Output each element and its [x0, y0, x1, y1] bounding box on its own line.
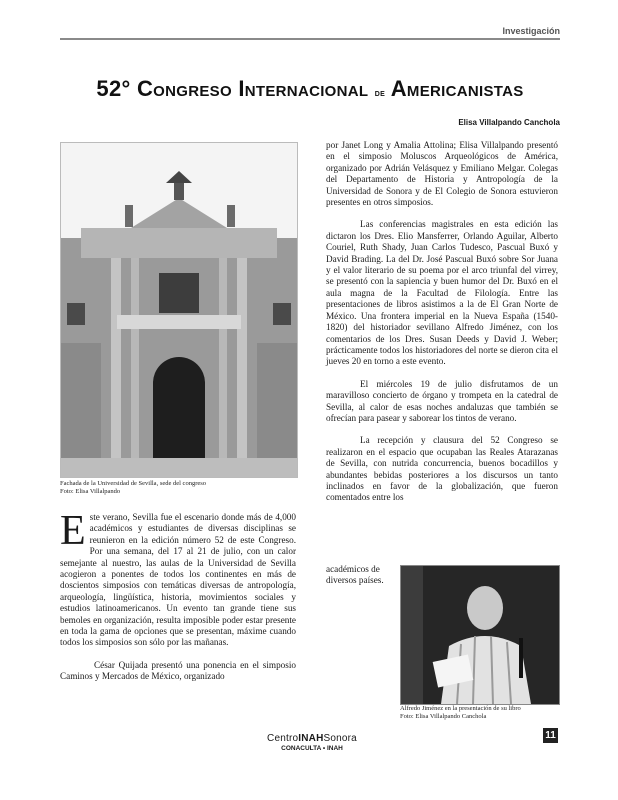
article-author: Elisa Villalpando Canchola: [458, 118, 560, 127]
section-label: Investigación: [502, 26, 560, 36]
brand-suffix: Sonora: [323, 733, 357, 744]
title-part2: Americanistas: [390, 76, 524, 101]
article-title: [60, 76, 560, 102]
title-de: de: [374, 88, 386, 99]
right-paragraph-4-tail: [326, 564, 396, 587]
footer-brand: [254, 733, 370, 752]
speaker-illustration: [401, 566, 559, 704]
brand-bold: INAH: [298, 733, 324, 744]
header-rule: [60, 38, 560, 40]
tail-line-2: diversos países.: [326, 575, 384, 586]
figure1-caption-line1: Fachada de la Universidad de Sevilla, sede del congreso: [60, 480, 207, 487]
title-part1: 52° Congreso Internacional: [96, 76, 369, 101]
left-paragraph-2: César Quijada presentó una ponencia en el simposio Caminos y Mercados de México, organizado: [60, 659, 296, 682]
facade-illustration: [61, 143, 297, 477]
figure2-caption: [400, 705, 521, 721]
dropcap-letter: E: [60, 508, 86, 554]
right-paragraph-3: El miércoles 19 de julio disfrutamos de un maravilloso concierto de órgano y trompeta en la catedral de Sevilla, al calor de esas noches andaluzas que también se ofrecían para pasear y saborear los tintos de verano.: [326, 378, 558, 423]
left-paragraph-1: [60, 508, 296, 649]
right-column: [326, 140, 558, 504]
university-facade-photo: [60, 142, 298, 478]
left-paragraph-1-text: ste verano, Sevilla fue el escenario donde más de 4,000 académicos y estudiantes de diversas disciplinas se reunieron en la edición número 52 de este Congreso. Por una semana, del 17 al 21 de julio, con un calor semejante al nuestro, las aulas de la Universidad de Sevilla acogieron a ponentes de todos los continentes en más de doscientos simposios con temáticas diversas de antropología, arqueología, lingüística, historia, movimientos sociales y estudios latinoamericanos. Un evento tan grande tiene sus bemoles en organización, resulta imposible poder estar presente en toda la gama de opciones que se presentan, máxime cuando todos los simposios son sólo por las mañanas.: [60, 512, 296, 648]
page-number: 11: [543, 728, 558, 743]
right-paragraph-4: La recepción y clausura del 52 Congreso se realizaron en el espacio que ocupaban las Reales Atarazanas de Sevilla, con nutrida concurrencia, buenos bocadillos y abundantes bebidas posteriores a los discursos un tanto inclinados en favor de la globalización, que fueron comentados entre los: [326, 435, 558, 503]
figure1-caption: [60, 480, 206, 496]
left-column: [60, 508, 296, 694]
right-paragraph-1: por Janet Long y Amalia Attolina; Elisa Villalpando presentó en el simposio Moluscos Arqueológicos de América, organizado por Adrián Velásquez y Emiliano Melgar. Colegas del Departamento de Historia y Antropología de la Universidad de Sonora y de El Colegio de Sonora estuvieron presentes en otros simposios.: [326, 140, 558, 208]
figure2-caption-line2: Foto: Elisa Villalpando Canchola: [400, 713, 487, 720]
speaker-photo: [400, 565, 560, 705]
right-paragraph-2: Las conferencias magistrales en esta edición las dictaron los Dres. Elio Mansferrer, Orlando Aguilar, Alberto Couriel, Ruth Shady, Juan Carlos Tudesco, Pascual Buxó y David Brading. La del Dr. José Pascual Buxó sobre Sor Juana y el valor literario de su poema por el arco triunfal del virrey, se presentó con la sapiencia y buen humor del Dr. Buxó en el aula magna de la Facultad de Filología. Entre las presentaciones de libros asistimos a la de El Gran Norte de México. Una frontera imperial en la Nueva España (1540-1820) del historiador sevillano Alfredo Jiménez, con los comentarios de los Dres. Susan Deeds y David J. Weber; prácticamente todos los historiadores del norte se dieron cita el jueves 20 en torno a este evento.: [326, 219, 558, 367]
brand-subline: CONACULTA • INAH: [281, 745, 343, 752]
tail-line-1: académicos de: [326, 564, 380, 574]
brand-logo-text: [254, 733, 370, 744]
figure1-caption-line2: Foto: Elisa Villalpando: [60, 488, 121, 495]
figure2-caption-line1: Alfredo Jiménez en la presentación de su libro: [400, 705, 521, 712]
brand-prefix: Centro: [267, 733, 299, 744]
